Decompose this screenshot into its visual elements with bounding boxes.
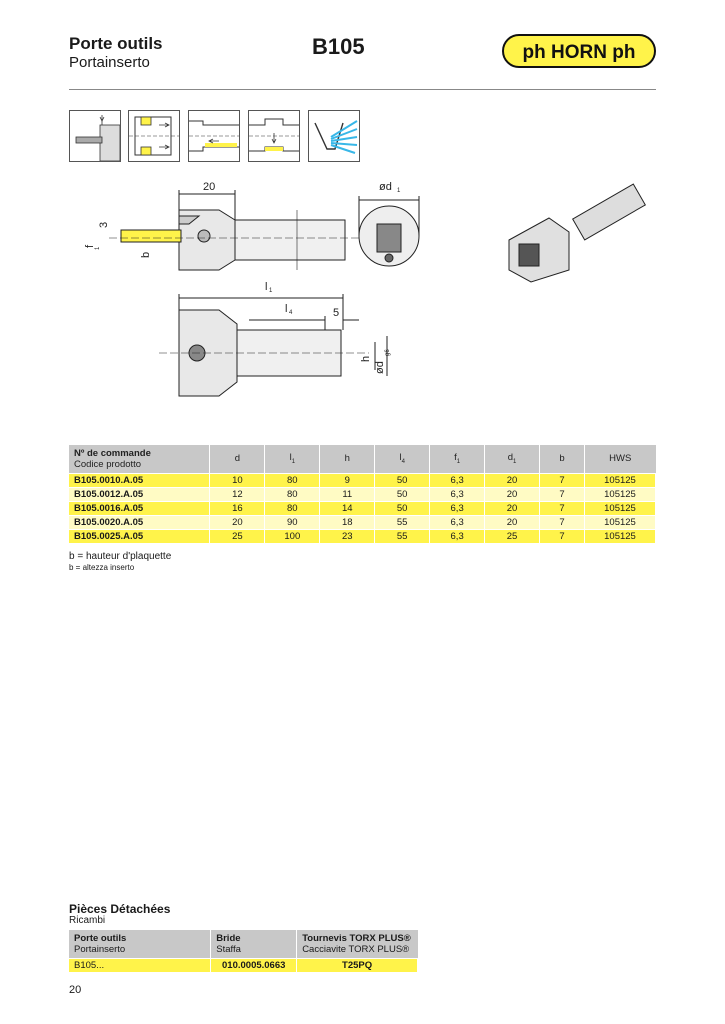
col-l1-sub: 1: [291, 459, 296, 466]
parts-title: Pièces Détachées: [69, 902, 171, 916]
table-cell: 7: [540, 529, 585, 543]
table-cell: 105125: [584, 501, 655, 515]
table-row: [69, 473, 656, 487]
table-cell: 6,3: [430, 487, 485, 501]
dim-d: ød: [374, 361, 386, 374]
col-l1-label: l: [289, 452, 292, 464]
table-cell: 7: [540, 487, 585, 501]
col-h-label: h: [344, 453, 350, 465]
table-cell: 55: [375, 529, 430, 543]
parts-row: [69, 958, 418, 972]
table-cell: 90: [265, 515, 320, 529]
table-cell: 20: [210, 515, 265, 529]
table-cell: 100: [265, 529, 320, 543]
parts-holder-cell: B105...: [69, 958, 211, 972]
order-number-cell[interactable]: B105.0020.A.05: [69, 515, 210, 529]
col-hws-label: HWS: [609, 453, 632, 465]
table-cell: 80: [265, 473, 320, 487]
table-cell: 6,3: [430, 515, 485, 529]
svg-text:ph HORN ph: ph HORN ph: [522, 42, 636, 63]
dim-3: 3: [98, 221, 110, 228]
table-cell: 10: [210, 473, 265, 487]
col-f1: [430, 445, 485, 473]
col-d1: [485, 445, 540, 473]
plunge-icon: [248, 110, 300, 162]
dim-l1: l: [265, 281, 268, 293]
coolant-icon: [308, 110, 360, 162]
col-f1-sub: 1: [456, 459, 461, 466]
col-b-label: b: [559, 453, 565, 465]
table-cell: 50: [375, 473, 430, 487]
col-l1: [265, 445, 320, 473]
order-number-cell[interactable]: B105.0010.A.05: [69, 473, 210, 487]
table-cell: 7: [540, 473, 585, 487]
dim-20: 20: [203, 181, 216, 193]
table-cell: 105125: [584, 529, 655, 543]
col-l4-sub: 4: [401, 459, 405, 466]
dim-d1-sub: 1: [397, 188, 401, 194]
grooving-icon: [69, 110, 121, 162]
table-row: [69, 515, 656, 529]
col-l4: [375, 445, 430, 473]
product-code: B105: [312, 34, 365, 59]
order-number-cell[interactable]: B105.0025.A.05: [69, 529, 210, 543]
col-l4-label: l: [399, 452, 402, 464]
table-cell: 105125: [584, 473, 655, 487]
table-cell: 7: [540, 515, 585, 529]
horn-logo: [502, 34, 656, 68]
table-cell: 6,3: [430, 529, 485, 543]
order-number-cell[interactable]: B105.0012.A.05: [69, 487, 210, 501]
col-order-number: [69, 445, 210, 473]
spec-table: [69, 445, 656, 543]
parts-subtitle: Ricambi: [69, 915, 106, 926]
col-hws: [584, 445, 655, 473]
inner-groove-icon: [128, 110, 180, 162]
table-cell: 20: [485, 501, 540, 515]
page-subtitle: Portainserto: [69, 54, 150, 71]
dim-f-sub: 1: [95, 246, 101, 250]
parts-clamp-cell[interactable]: 010.0005.0663: [211, 958, 297, 972]
table-cell: 105125: [584, 515, 655, 529]
parts-col-holder-sub: Portainserto: [74, 943, 126, 955]
col-order-number-sub: Codice prodotto: [74, 458, 142, 470]
table-cell: 20: [485, 515, 540, 529]
parts-col-clamp-sub: Staffa: [216, 943, 241, 955]
table-cell: 105125: [584, 487, 655, 501]
col-f1-label: f: [454, 452, 457, 464]
note-french: b = hauteur d'plaquette: [69, 551, 172, 562]
table-cell: 23: [320, 529, 375, 543]
dim-f: f: [84, 244, 96, 248]
dim-l4: l: [285, 303, 288, 315]
parts-col-clamp-main: Bride: [216, 932, 241, 944]
table-cell: 12: [210, 487, 265, 501]
table-cell: 55: [375, 515, 430, 529]
technical-drawing: [69, 170, 669, 420]
table-cell: 16: [210, 501, 265, 515]
table-cell: 6,3: [430, 501, 485, 515]
table-cell: 9: [320, 473, 375, 487]
dim-l1-sub: 1: [269, 288, 273, 294]
table-cell: 20: [485, 487, 540, 501]
col-d: [210, 445, 265, 473]
page-number: 20: [69, 984, 82, 996]
parts-col-holder: [69, 930, 211, 958]
table-row: [69, 487, 656, 501]
col-order-number-main: Nº de commande: [74, 447, 151, 459]
col-d1-sub: 1: [513, 459, 517, 466]
page-title: Porte outils: [69, 34, 163, 53]
parts-table: [69, 930, 418, 972]
col-d1-label: d: [507, 452, 514, 464]
dim-5: 5: [333, 307, 340, 319]
dim-d1: ød: [379, 181, 392, 193]
parts-col-screwdriver-sub: Cacciavite TORX PLUS®: [302, 943, 410, 955]
parts-col-holder-main: Porte outils: [74, 932, 127, 944]
dim-b: b: [140, 251, 152, 258]
boring-icon: [188, 110, 240, 162]
dim-l4-sub: 4: [289, 310, 293, 316]
table-row: [69, 529, 656, 543]
col-h: [320, 445, 375, 473]
table-cell: 14: [320, 501, 375, 515]
table-cell: 18: [320, 515, 375, 529]
parts-screwdriver-cell[interactable]: T25PQ: [297, 958, 418, 972]
table-cell: 11: [320, 487, 375, 501]
table-row: [69, 501, 656, 515]
table-cell: 25: [485, 529, 540, 543]
parts-col-screwdriver: [297, 930, 418, 958]
table-cell: 7: [540, 501, 585, 515]
header-divider: [69, 89, 656, 90]
col-b: [540, 445, 585, 473]
table-cell: 25: [210, 529, 265, 543]
table-cell: 6,3: [430, 473, 485, 487]
parts-col-screwdriver-main: Tournevis TORX PLUS®: [302, 932, 411, 944]
dim-d-sub: g6: [385, 349, 391, 356]
parts-header-row: [69, 930, 418, 958]
table-cell: 80: [265, 501, 320, 515]
table-cell: 80: [265, 487, 320, 501]
table-cell: 50: [375, 487, 430, 501]
note-italian: b = altezza inserto: [69, 563, 135, 572]
dim-h: h: [360, 355, 372, 362]
table-cell: 50: [375, 501, 430, 515]
table-cell: 20: [485, 473, 540, 487]
order-number-cell[interactable]: B105.0016.A.05: [69, 501, 210, 515]
spec-header-row: [69, 445, 656, 473]
col-d-label: d: [234, 453, 241, 465]
parts-col-clamp: [211, 930, 297, 958]
